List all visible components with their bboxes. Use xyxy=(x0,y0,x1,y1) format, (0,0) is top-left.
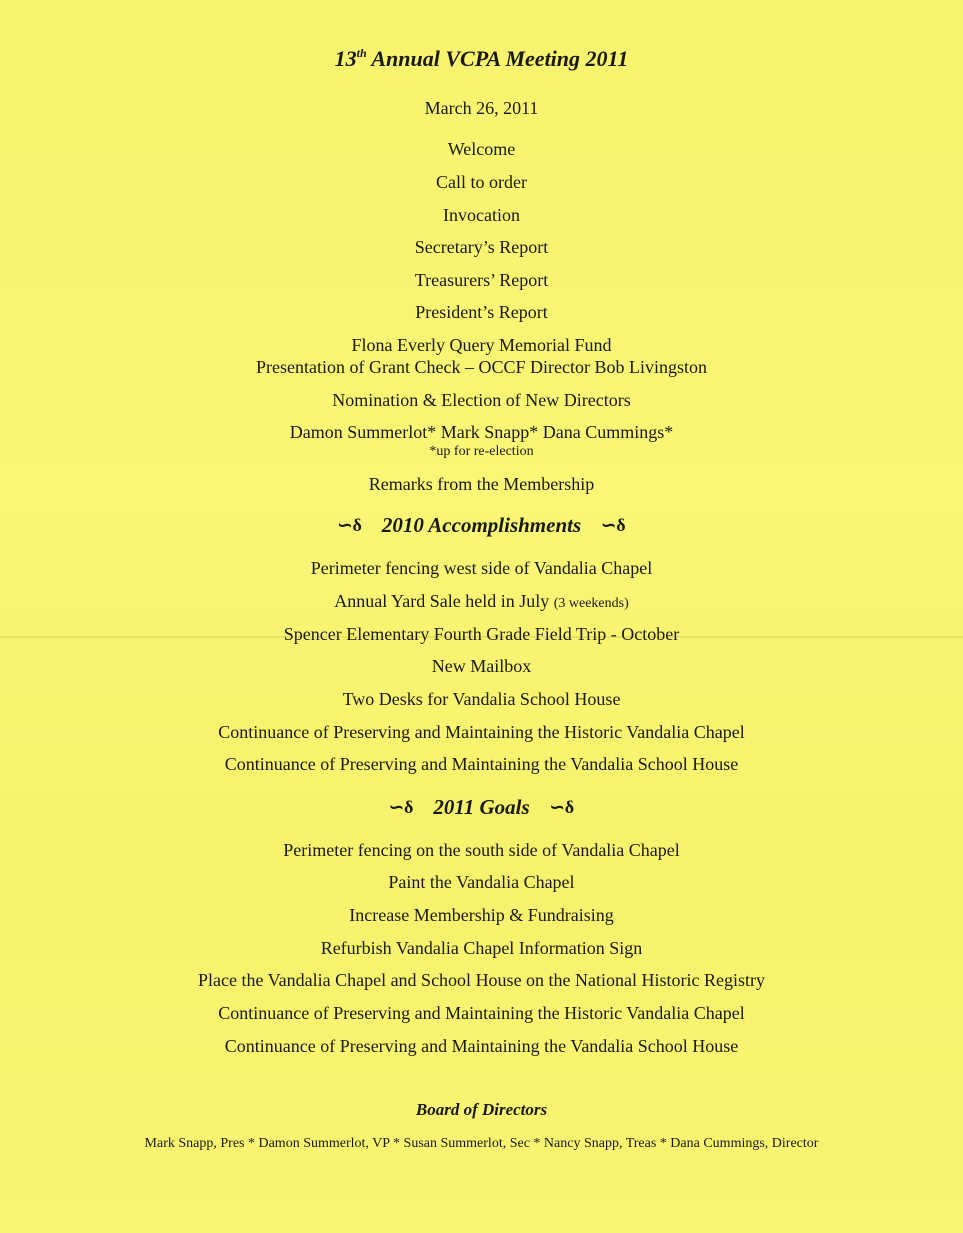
goal-item: Refurbish Vandalia Chapel Information Sign xyxy=(320,938,643,958)
goal-item: Place the Vandalia Chapel and School House on the National Historic Registry xyxy=(197,970,766,990)
ornament-icon: ∽δ xyxy=(337,515,362,535)
goal-item: Paint the Vandalia Chapel xyxy=(388,872,575,892)
page-title xyxy=(0,46,963,72)
agenda-item: Presentation of Grant Check – OCCF Director Bob Livingston xyxy=(256,357,707,377)
goals-heading xyxy=(0,795,963,820)
agenda-item: Nomination & Election of New Directors xyxy=(332,390,631,410)
title-suffix: th xyxy=(356,46,367,60)
agenda-item: Secretary’s Report xyxy=(414,237,549,257)
accomplishments-heading xyxy=(0,513,963,538)
board-members: Mark Snapp, Pres * Damon Summerlot, VP * Susan Summerlot, Sec * Nancy Snapp, Treas * Dana Cummings, Director xyxy=(144,1136,819,1151)
goal-item: Perimeter fencing on the south side of Vandalia Chapel xyxy=(283,840,680,860)
agenda-item: Invocation xyxy=(443,205,520,225)
accomplishment-item: Perimeter fencing west side of Vandalia Chapel xyxy=(310,558,653,578)
goal-item: Continuance of Preserving and Maintaining the Vandalia School House xyxy=(224,1036,739,1056)
title-number: 13 xyxy=(334,46,357,71)
re-election-note: *up for re-election xyxy=(429,444,534,459)
accomplishment-item: Two Desks for Vandalia School House xyxy=(342,689,621,709)
agenda-item: Flona Everly Query Memorial Fund xyxy=(351,335,612,355)
accomplishment-item: Continuance of Preserving and Maintaining the Vandalia School House xyxy=(224,754,739,774)
goal-item: Continuance of Preserving and Maintaining the Historic Vandalia Chapel xyxy=(218,1003,745,1023)
ornament-icon: ∽δ xyxy=(388,797,414,817)
accomplishment-item: Continuance of Preserving and Maintaining the Historic Vandalia Chapel xyxy=(218,722,745,742)
board-title: Board of Directors xyxy=(415,1100,548,1119)
goal-item: Increase Membership & Fundraising xyxy=(349,905,614,925)
goals-title: 2011 Goals xyxy=(433,795,530,819)
agenda-item: Treasurers’ Report xyxy=(414,270,549,290)
ornament-icon: ∽δ xyxy=(601,515,626,535)
meeting-date: March 26, 2011 xyxy=(424,98,539,118)
title-text: Annual VCPA Meeting 2011 xyxy=(366,46,629,71)
accomplishments-title: 2010 Accomplishments xyxy=(381,513,582,537)
agenda-item: Damon Summerlot* Mark Snapp* Dana Cummings* xyxy=(289,422,674,442)
agenda-item: Welcome xyxy=(447,139,516,159)
accomplishment-item: Annual Yard Sale held in July (3 weekends) xyxy=(334,591,629,611)
agenda-item: Call to order xyxy=(436,172,527,192)
agenda-item: Remarks from the Membership xyxy=(368,474,595,494)
accomplishment-item: New Mailbox xyxy=(431,656,532,676)
accomplishment-item: Spencer Elementary Fourth Grade Field Trip - October xyxy=(283,624,680,644)
ornament-icon: ∽δ xyxy=(549,797,575,817)
agenda-item: President’s Report xyxy=(415,302,548,322)
